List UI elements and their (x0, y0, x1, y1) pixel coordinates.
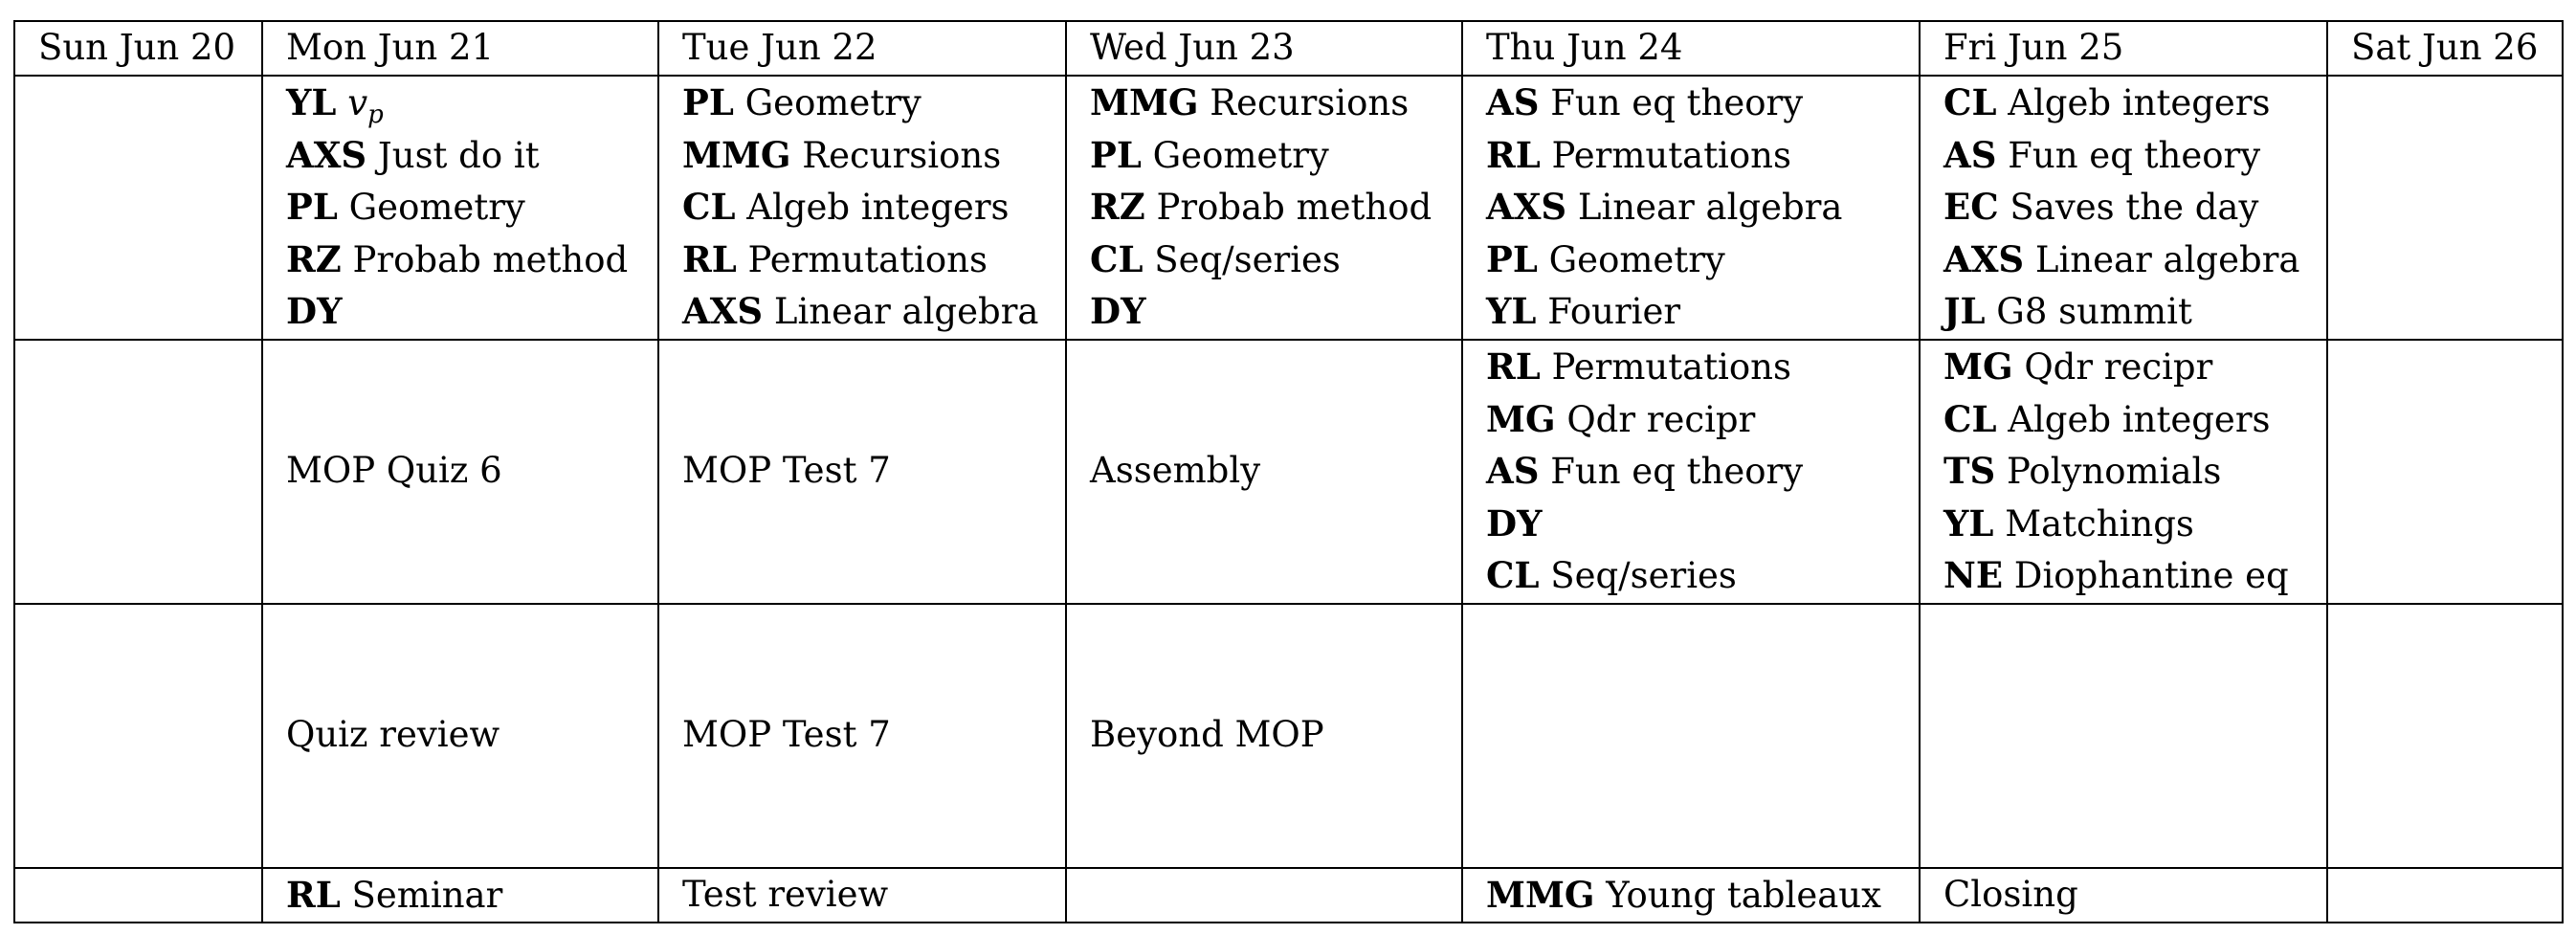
session-entry (1943, 234, 2326, 286)
session-topic: Permutations (1551, 134, 1791, 176)
schedule-cell (1462, 76, 1920, 340)
session-entry (1486, 549, 1919, 602)
day-header: Thu Jun 24 (1462, 21, 1920, 76)
schedule-cell (1066, 604, 1462, 868)
session-topic: Fun eq theory (1550, 82, 1804, 124)
schedule-row (14, 76, 2563, 340)
schedule-cell (262, 604, 658, 868)
instructor-code: JL (1943, 290, 1986, 333)
instructor-code: TS (1943, 450, 1996, 493)
schedule-row (14, 340, 2563, 604)
session-entry (286, 285, 657, 338)
session-topic: Qdr recipr (1566, 398, 1756, 440)
schedule-cell (14, 76, 262, 340)
schedule-cell (14, 604, 262, 868)
session-entry (682, 285, 1065, 338)
day-header: Fri Jun 25 (1920, 21, 2327, 76)
instructor-code: EC (1943, 186, 1999, 229)
session-entry (1486, 869, 1919, 922)
session-topic: Closing (1943, 873, 2078, 915)
topic-subscript: p (367, 100, 384, 130)
session-entry (286, 181, 657, 234)
instructor-code: CL (1943, 397, 1997, 440)
instructor-code: MG (1943, 345, 2013, 389)
session-entry (1486, 234, 1919, 286)
instructor-code: YL (1486, 290, 1537, 333)
session-entry (1486, 129, 1919, 182)
instructor-code: AXS (286, 133, 367, 176)
instructor-code: RZ (1090, 186, 1145, 229)
session-entry (1943, 393, 2326, 446)
session-entry (1486, 498, 1919, 550)
day-header: Tue Jun 22 (658, 21, 1066, 76)
session-entry (682, 234, 1065, 286)
schedule-cell (1920, 340, 2327, 604)
schedule-cell (658, 868, 1066, 923)
schedule-cell (1920, 868, 2327, 923)
session-entry (682, 77, 1065, 129)
session-entry (1090, 445, 1461, 498)
session-entry (1090, 234, 1461, 286)
schedule-cell (2327, 868, 2563, 923)
session-topic: Assembly (1090, 450, 1261, 492)
session-topic: Algeb integers (2008, 82, 2271, 124)
session-topic: Linear algebra (1577, 187, 1843, 229)
schedule-cell (14, 868, 262, 923)
session-topic: Matchings (2005, 502, 2194, 545)
session-topic: Just do it (377, 134, 540, 176)
session-entry (1090, 77, 1461, 129)
instructor-code: DY (1486, 501, 1543, 545)
instructor-code: PL (682, 81, 734, 124)
day-header: Sun Jun 20 (14, 21, 262, 76)
session-entry (1090, 129, 1461, 182)
session-entry (1943, 285, 2326, 338)
schedule-cell (1066, 868, 1462, 923)
session-topic: Algeb integers (2008, 398, 2271, 440)
instructor-code: PL (1486, 237, 1538, 280)
session-topic: Algeb integers (746, 187, 1010, 229)
instructor-code: NE (1943, 554, 2004, 597)
instructor-code: RL (682, 237, 737, 280)
session-entry (1486, 285, 1919, 338)
session-entry (1486, 393, 1919, 446)
instructor-code: RL (286, 873, 341, 916)
session-topic: Geometry (1152, 134, 1329, 176)
day-header: Wed Jun 23 (1066, 21, 1462, 76)
session-topic: Permutations (1551, 346, 1791, 389)
schedule-table (13, 20, 2564, 923)
instructor-code: AXS (1943, 237, 2025, 280)
session-topic: Recursions (802, 134, 1002, 176)
schedule-cell (262, 76, 658, 340)
day-header: Mon Jun 21 (262, 21, 658, 76)
session-entry (286, 77, 657, 129)
session-topic: MOP Test 7 (682, 450, 891, 492)
session-topic: MOP Quiz 6 (286, 450, 502, 492)
session-entry (1943, 341, 2326, 393)
session-topic: Diophantine eq (2013, 555, 2289, 597)
instructor-code: MMG (1486, 873, 1595, 916)
instructor-code: AXS (682, 290, 764, 333)
session-entry (682, 129, 1065, 182)
instructor-code: DY (1090, 290, 1146, 333)
session-topic: G8 summit (1996, 291, 2192, 333)
session-topic: Fourier (1547, 291, 1681, 333)
session-topic: Permutations (747, 238, 988, 280)
schedule-cell (658, 604, 1066, 868)
session-topic: Geometry (744, 82, 922, 124)
session-entry (1090, 709, 1461, 762)
session-topic: Seminar (351, 874, 503, 916)
instructor-code: MMG (1090, 81, 1199, 124)
session-topic: Beyond MOP (1090, 714, 1324, 756)
session-topic: v (347, 82, 368, 124)
session-entry (286, 129, 657, 182)
session-entry (1943, 869, 2326, 922)
session-entry (286, 709, 657, 762)
schedule-cell (262, 340, 658, 604)
session-topic: Young tableaux (1606, 874, 1881, 916)
instructor-code: CL (1090, 237, 1144, 280)
session-topic: Qdr recipr (2024, 346, 2213, 389)
schedule-cell (2327, 604, 2563, 868)
schedule-cell (1920, 604, 2327, 868)
schedule-cell (1066, 340, 1462, 604)
session-entry (1486, 341, 1919, 393)
schedule-cell (658, 340, 1066, 604)
session-topic: Seq/series (1550, 555, 1737, 597)
session-topic: MOP Test 7 (682, 714, 891, 756)
session-entry (1486, 181, 1919, 234)
session-topic: Geometry (1548, 238, 1725, 280)
instructor-code: RL (1486, 133, 1541, 176)
schedule-row (14, 604, 2563, 868)
session-entry (1943, 181, 2326, 234)
schedule-cell (262, 868, 658, 923)
instructor-code: RL (1486, 345, 1541, 389)
instructor-code: AS (1486, 81, 1540, 124)
session-topic: Seq/series (1154, 238, 1341, 280)
session-entry (682, 445, 1065, 498)
session-topic: Probab method (352, 238, 629, 280)
session-topic: Fun eq theory (2008, 134, 2261, 176)
session-topic: Saves the day (2010, 187, 2259, 229)
instructor-code: YL (1943, 501, 1994, 545)
instructor-code: MG (1486, 397, 1556, 440)
instructor-code: PL (1090, 133, 1142, 176)
session-topic: Probab method (1156, 187, 1432, 229)
schedule-cell (1462, 604, 1920, 868)
session-topic: Test review (682, 873, 889, 915)
session-entry (286, 445, 657, 498)
schedule-cell (658, 76, 1066, 340)
instructor-code: AXS (1486, 186, 1567, 229)
schedule-cell (1462, 868, 1920, 923)
session-entry (682, 181, 1065, 234)
schedule-cell (1920, 76, 2327, 340)
session-entry (1943, 445, 2326, 498)
instructor-code: CL (1943, 81, 1997, 124)
instructor-code: AS (1486, 450, 1540, 493)
schedule-cell (1066, 76, 1462, 340)
session-topic: Recursions (1210, 82, 1410, 124)
session-entry (286, 234, 657, 286)
day-header: Sat Jun 26 (2327, 21, 2563, 76)
session-entry (682, 869, 1065, 922)
session-entry (1090, 285, 1461, 338)
session-entry (1943, 498, 2326, 550)
session-entry (1486, 77, 1919, 129)
schedule-row (14, 868, 2563, 923)
session-topic: Geometry (348, 187, 525, 229)
session-topic: Linear algebra (2034, 238, 2300, 280)
session-entry (1090, 181, 1461, 234)
session-topic: Polynomials (2007, 451, 2222, 493)
session-entry (682, 709, 1065, 762)
session-topic: Fun eq theory (1550, 451, 1804, 493)
session-entry (1943, 77, 2326, 129)
session-entry (286, 869, 657, 922)
session-topic: Quiz review (286, 714, 500, 756)
header-row (14, 21, 2563, 76)
session-topic: Linear algebra (773, 291, 1039, 333)
instructor-code: AS (1943, 133, 1997, 176)
session-entry (1486, 445, 1919, 498)
session-entry (1943, 129, 2326, 182)
instructor-code: MMG (682, 133, 791, 176)
instructor-code: YL (286, 81, 337, 124)
instructor-code: DY (286, 290, 343, 333)
instructor-code: CL (1486, 554, 1540, 597)
schedule-cell (1462, 340, 1920, 604)
schedule-cell (14, 340, 262, 604)
instructor-code: RZ (286, 237, 342, 280)
session-entry (1943, 549, 2326, 602)
instructor-code: PL (286, 186, 338, 229)
schedule-cell (2327, 76, 2563, 340)
instructor-code: CL (682, 186, 736, 229)
schedule-cell (2327, 340, 2563, 604)
